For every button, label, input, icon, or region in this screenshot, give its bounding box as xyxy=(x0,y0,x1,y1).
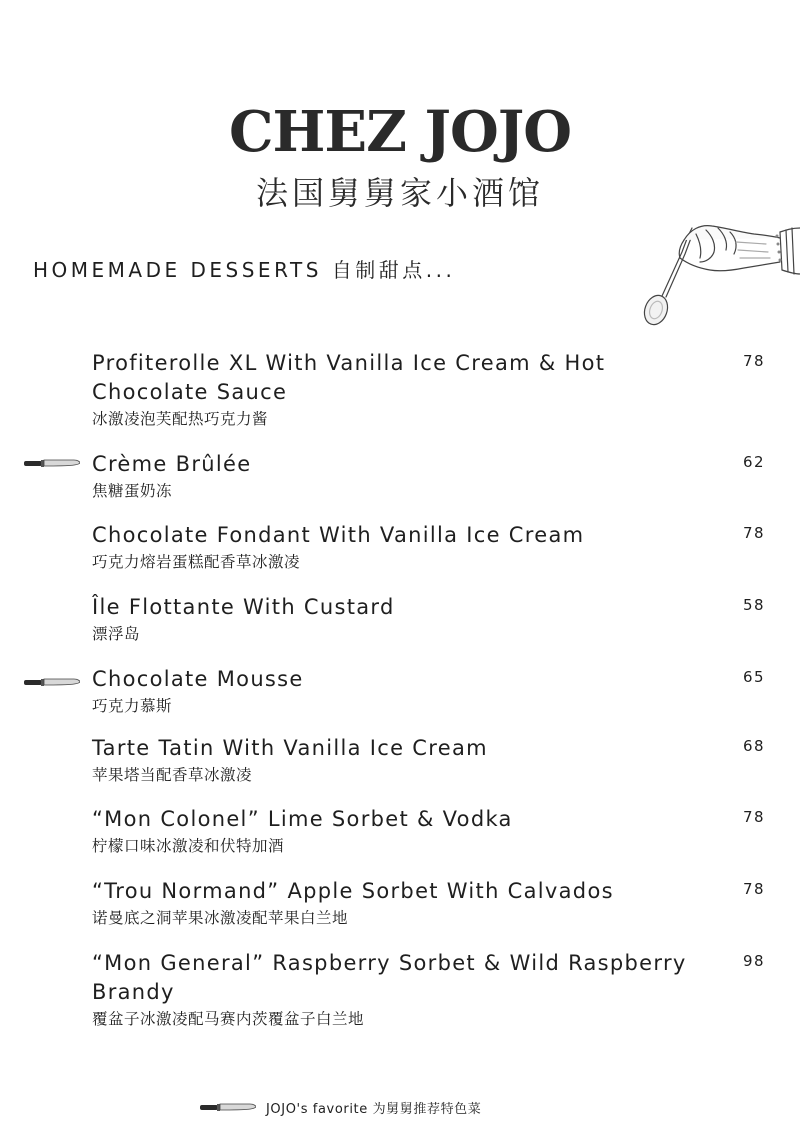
menu-item xyxy=(92,450,722,503)
item-price: 65 xyxy=(743,668,766,686)
item-name-cn: 漂浮岛 xyxy=(92,625,141,643)
menu-item xyxy=(92,949,722,1031)
section-title: HOMEMADE DESSERTS 自制甜点... xyxy=(33,258,456,282)
item-name: Chocolate Fondant With Vanilla Ice Cream xyxy=(92,523,585,547)
knife-icon xyxy=(200,1101,256,1113)
knife-icon xyxy=(24,457,80,469)
item-price: 98 xyxy=(743,952,766,970)
hand-with-spoon-icon xyxy=(636,212,800,332)
item-price: 78 xyxy=(743,880,766,898)
legend-text: JOJO's favorite 为舅舅推荐特色菜 xyxy=(266,1101,482,1117)
menu-item xyxy=(92,734,722,787)
item-name-cn: 巧克力熔岩蛋糕配香草冰激凌 xyxy=(92,553,301,571)
item-price: 78 xyxy=(743,524,766,542)
item-name-cn: 巧克力慕斯 xyxy=(92,697,173,715)
item-name-cn: 焦糖蛋奶冻 xyxy=(92,482,173,500)
item-name: Île Flottante With Custard xyxy=(92,595,395,619)
item-price: 68 xyxy=(743,737,766,755)
item-price: 58 xyxy=(743,596,766,614)
item-name: Crème Brûlée xyxy=(92,452,252,476)
favorite-legend xyxy=(200,1097,481,1117)
item-name-cn: 诺曼底之洞苹果冰激凌配苹果白兰地 xyxy=(92,909,349,927)
item-name-cn: 覆盆子冰激凌配马赛内茨覆盆子白兰地 xyxy=(92,1010,365,1028)
item-name: Tarte Tatin With Vanilla Ice Cream xyxy=(92,736,488,760)
menu-item xyxy=(92,349,722,431)
menu-item xyxy=(92,805,722,858)
menu-item xyxy=(92,877,722,930)
item-name: “Mon General” Raspberry Sorbet & Wild Raspberry Brandy xyxy=(92,951,687,1004)
item-price: 78 xyxy=(743,352,766,370)
brand-subtitle: 法国舅舅家小酒馆 xyxy=(255,174,544,212)
item-price: 62 xyxy=(743,453,766,471)
item-name-cn: 苹果塔当配香草冰激凌 xyxy=(92,766,253,784)
item-name-cn: 冰激凌泡芙配热巧克力酱 xyxy=(92,410,269,428)
menu-item xyxy=(92,521,722,574)
item-price: 78 xyxy=(743,808,766,826)
knife-icon xyxy=(24,676,80,688)
item-name: Chocolate Mousse xyxy=(92,667,304,691)
item-name: Profiterolle XL With Vanilla Ice Cream & Hot Chocolate Sauce xyxy=(92,351,606,404)
item-name-cn: 柠檬口味冰激凌和伏特加酒 xyxy=(92,837,285,855)
menu-item xyxy=(92,665,722,718)
brand-logo: CHEZ JOJO xyxy=(228,99,572,165)
item-name: “Mon Colonel” Lime Sorbet & Vodka xyxy=(92,807,513,831)
menu-item xyxy=(92,593,722,646)
item-name: “Trou Normand” Apple Sorbet With Calvados xyxy=(92,879,614,903)
